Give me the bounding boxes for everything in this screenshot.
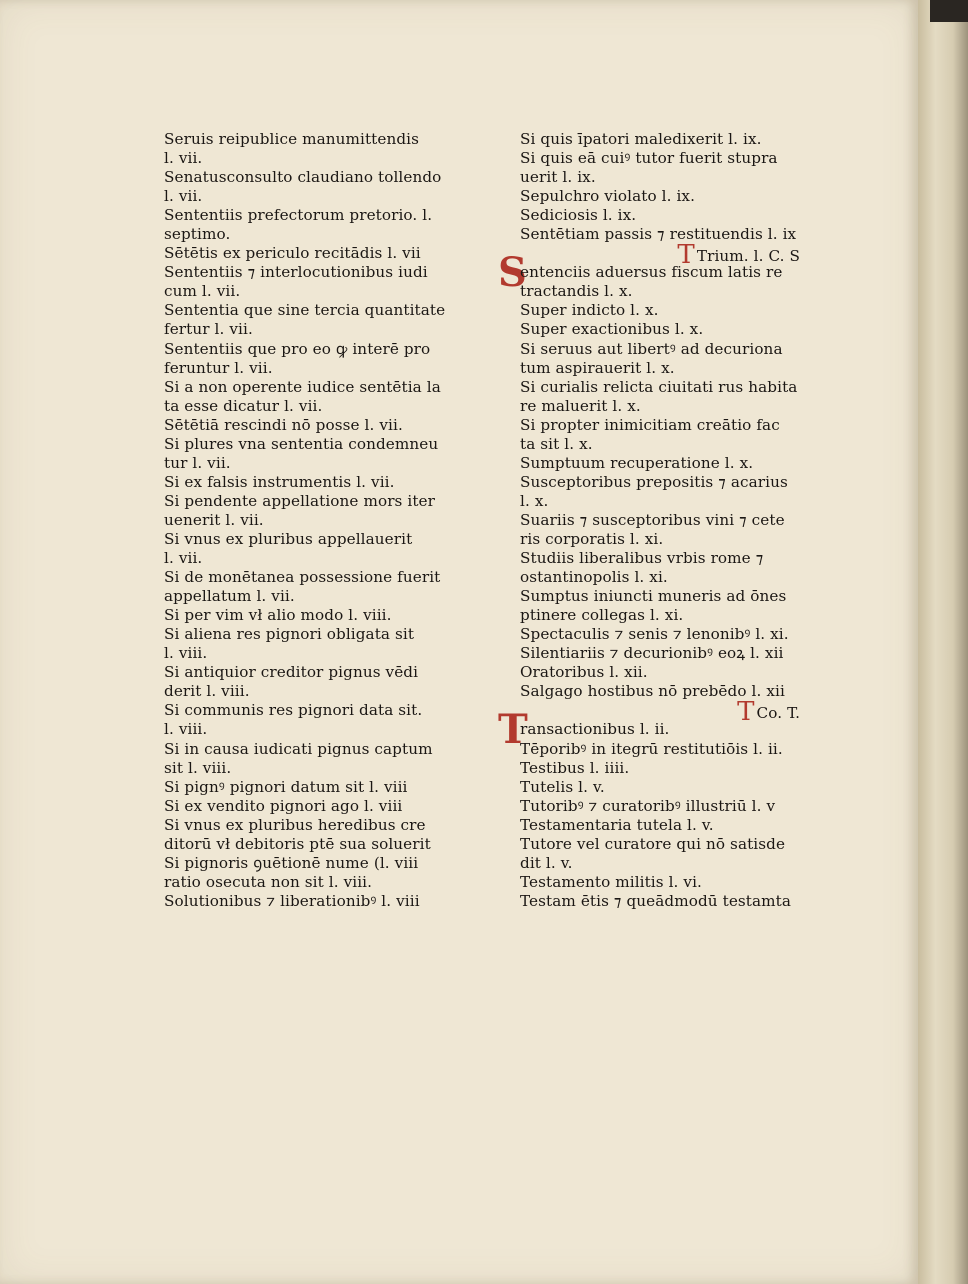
line-text: Co. T. — [756, 704, 800, 723]
line-text: l. x. — [520, 491, 549, 510]
text-line — [520, 397, 820, 416]
text-line: Si de monētanea possessione fuerit — [164, 568, 441, 587]
line-text: Tēporibꝰ in itegrū restitutiōis l. ii. — [520, 739, 783, 758]
section-heading — [520, 240, 820, 271]
page-edge — [918, 0, 968, 1284]
line-text: Testamento militis l. vi. — [520, 872, 702, 891]
text-line — [520, 644, 820, 663]
line-text: Spectaculis ⁊ senis ⁊ lenonibꝰ l. xi. — [520, 625, 789, 644]
decorated-initial: S — [498, 249, 527, 297]
line-text: Si curialis relicta ciuitati rus habita — [520, 377, 798, 396]
line-text: Si seruus aut libertꝰ ad decuriona — [520, 339, 783, 358]
line-text: Tutore vel curatore qui nō satisde — [520, 834, 786, 853]
rubric-letter: T — [737, 697, 755, 728]
text-line: Sententiis prefectorum pretorio. l. — [164, 206, 433, 225]
text-line: ta esse dicatur l. vii. — [164, 396, 323, 415]
text-line — [520, 187, 820, 206]
text-line — [520, 568, 820, 587]
line-text: Susceptoribus prepositis ⁊ acarius — [520, 472, 788, 491]
line-text: Si quis īpatori maledixerit l. ix. — [520, 130, 762, 148]
text-line — [520, 682, 820, 701]
right-column — [498, 130, 820, 911]
line-text: Testam ētis ⁊ queādmodū testamta — [520, 891, 792, 910]
line-text: Studiis liberalibus vrbis rome ⁊ — [520, 549, 764, 568]
text-line: Sententiis ⁊ interlocutionibus iudi — [164, 263, 428, 282]
text-line: Si ex vendito pignori ago l. viii — [164, 796, 403, 815]
text-line: Sententia que sine tercia quantitate — [164, 301, 446, 320]
text-line: Sententiis que pro eo ꝙ interē pro — [164, 339, 431, 358]
text-line: Si pignꝰ pignori datum sit l. viii — [164, 777, 408, 796]
line-text: Testibus l. iiii. — [520, 758, 630, 777]
text-line — [520, 416, 820, 435]
text-line: Si vnus ex pluribus appellauerit — [164, 529, 413, 548]
background-corner — [930, 0, 968, 22]
text-line — [520, 149, 820, 168]
text-line: Si a non operente iudice sentētia la — [164, 377, 441, 396]
line-text: Salgago hostibus nō prebēdo l. xii — [520, 682, 785, 701]
text-line: Seruis reipublice manumittendis — [164, 130, 420, 148]
line-text: Sumptuum recuperatione l. x. — [520, 453, 754, 472]
line-text: re maluerit l. x. — [520, 396, 641, 415]
line-text: ris corporatis l. xi. — [520, 529, 664, 548]
line-text: Trium. l. C. S — [696, 247, 800, 266]
line-text: Sepulchro violato l. ix. — [520, 187, 696, 206]
text-line — [520, 625, 820, 644]
text-line: Si plures vna sententia condemneu — [164, 434, 439, 453]
text-line: Si pendente appellatione mors iter — [164, 491, 435, 510]
text-line: Si antiquior creditor pignus vēdi — [164, 663, 419, 682]
text-line — [520, 663, 820, 682]
line-text: Oratoribus l. xii. — [520, 663, 648, 682]
line-text: Si quis eā cuiꝰ tutor fuerit stupra — [520, 149, 778, 168]
line-text: Silentiariis ⁊ decurionibꝰ eoꝝ l. xii — [520, 644, 784, 663]
line-text: uerit l. ix. — [520, 168, 596, 187]
text-line: Si communis res pignori data sit. — [164, 701, 423, 720]
line-text: Tutoribꝰ ⁊ curatoribꝰ illustriū l. v — [520, 796, 776, 815]
text-line — [520, 435, 820, 454]
text-line: Si pignoris ꝯuētionē nume (l. viii — [164, 853, 419, 872]
text-line — [520, 340, 820, 359]
text-line: feruntur l. vii. — [164, 358, 273, 377]
text-line — [520, 797, 820, 816]
text-line: l. viii. — [164, 720, 208, 739]
text-line — [520, 130, 820, 149]
text-line: ratio osecuta non sit l. viii. — [164, 872, 373, 891]
line-text: Testamentaria tutela l. v. — [520, 815, 714, 834]
text-line — [520, 454, 820, 473]
text-line — [520, 320, 820, 339]
text-line — [520, 835, 820, 854]
text-line: Sētētis ex periculo recitādis l. vii — [164, 244, 421, 263]
text-line — [520, 816, 820, 835]
text-line — [520, 206, 820, 225]
line-text: ta sit l. x. — [520, 434, 593, 453]
text-line — [520, 549, 820, 568]
text-line — [520, 778, 820, 797]
text-line: septimo. — [164, 225, 231, 244]
line-text: entenciis aduersus fiscum latis re — [520, 263, 783, 282]
section-heading — [520, 697, 820, 728]
text-line: Sētētiā rescindi nō posse l. vii. — [164, 415, 403, 434]
line-text: ptinere collegas l. xi. — [520, 606, 684, 625]
text-line: derit l. viii. — [164, 682, 250, 701]
text-line: appellatum l. vii. — [164, 587, 295, 606]
text-line — [520, 854, 820, 873]
text-line: fertur l. vii. — [164, 320, 253, 339]
line-text: tum aspirauerit l. x. — [520, 358, 675, 377]
text-line — [520, 225, 820, 244]
text-line: Senatusconsulto claudiano tollendo — [164, 168, 442, 187]
text-line — [520, 873, 820, 892]
text-line — [520, 492, 820, 511]
rubric-letter: T — [677, 240, 695, 271]
decorated-initial: T — [498, 706, 528, 754]
text-line — [520, 473, 820, 492]
text-line — [520, 587, 820, 606]
text-line: l. viii. — [164, 644, 208, 663]
text-line — [520, 606, 820, 625]
line-text: Super indicto l. x. — [520, 301, 659, 320]
text-line — [520, 378, 820, 397]
line-text: Suariis ⁊ susceptoribus vini ⁊ cete — [520, 510, 785, 529]
text-line — [520, 511, 820, 530]
text-line: sit l. viii. — [164, 758, 232, 777]
line-text: Sumptus iniuncti muneris ad ōnes — [520, 587, 787, 606]
text-line: l. vii. — [164, 549, 203, 568]
left-column — [164, 130, 464, 911]
text-line: tur l. vii. — [164, 453, 231, 472]
text-line: l. vii. — [164, 187, 203, 206]
text-line: ditorū vł debitoris ptē sua soluerit — [164, 834, 431, 853]
text-line — [520, 759, 820, 778]
text-line: Si per vim vł alio modo l. viii. — [164, 606, 392, 625]
text-line — [520, 282, 820, 301]
text-line: Si vnus ex pluribus heredibus cre — [164, 815, 426, 834]
line-text: Tutelis l. v. — [520, 777, 605, 796]
text-line: uenerit l. vii. — [164, 510, 264, 529]
text-line: Solutionibus ⁊ liberationibꝰ l. viii — [164, 891, 420, 910]
line-text: Sentētiam passis ⁊ restituendis l. ix — [520, 225, 797, 244]
text-line — [520, 530, 820, 549]
line-text: tractandis l. x. — [520, 282, 633, 301]
line-text: Sediciosis l. ix. — [520, 206, 637, 225]
text-line — [520, 168, 820, 187]
line-text: Si propter inimicitiam creātio fac — [520, 415, 780, 434]
text-line — [520, 892, 820, 911]
text-line — [520, 740, 820, 759]
text-line: Si aliena res pignori obligata sit — [164, 625, 415, 644]
text-line: cum l. vii. — [164, 282, 241, 301]
line-text: ostantinopolis l. xi. — [520, 568, 668, 587]
text-line — [520, 301, 820, 320]
line-text: ransactionibus l. ii. — [520, 720, 670, 739]
text-line: Si ex falsis instrumentis l. vii. — [164, 472, 395, 491]
text-line: Si in causa iudicati pignus captum — [164, 739, 433, 758]
text-line — [520, 359, 820, 378]
line-text: Super exactionibus l. x. — [520, 320, 704, 339]
text-line: l. vii. — [164, 149, 203, 168]
line-text: dit l. v. — [520, 853, 573, 872]
